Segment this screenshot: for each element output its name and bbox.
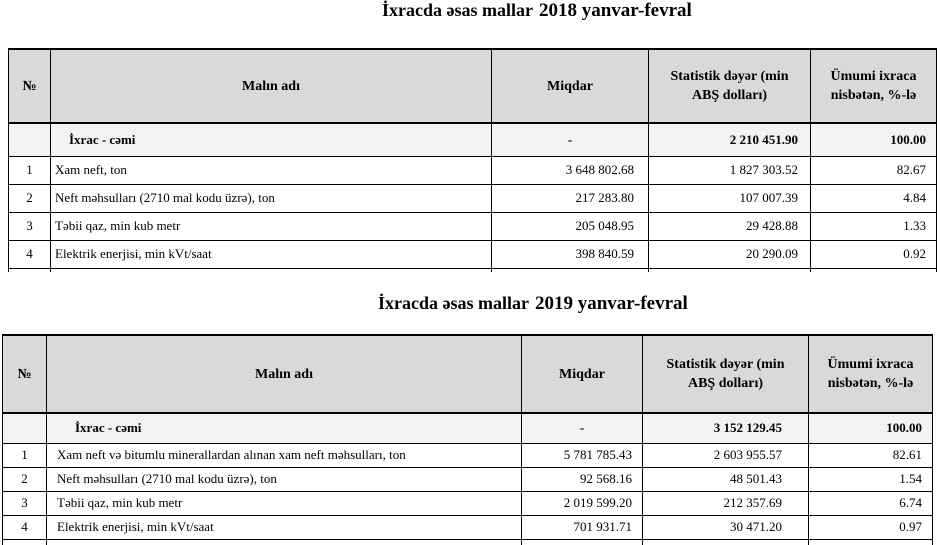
row-name: Neft məhsulları (2710 mal kodu üzrə), ton	[51, 184, 492, 212]
total-qty: -	[492, 123, 649, 156]
table-row	[3, 467, 933, 491]
total-value: 3 152 129.45	[643, 413, 809, 443]
header-no: №	[3, 335, 47, 413]
table-row	[3, 491, 933, 515]
table-title-2019	[378, 293, 688, 315]
row-qty: 205 048.95	[492, 212, 649, 240]
header-row	[9, 49, 937, 123]
table-row	[9, 184, 937, 212]
row-share: 82.67	[811, 156, 937, 184]
row-no: 2	[3, 467, 47, 491]
row-name: Təbii qaz, min kub metr	[51, 212, 492, 240]
table-cut-row	[9, 268, 937, 272]
header-no: №	[9, 49, 51, 123]
row-qty: 398 840.59	[492, 240, 649, 268]
header-name: Malın adı	[47, 335, 522, 413]
table-row	[9, 240, 937, 268]
row-share: 0.97	[809, 515, 933, 539]
row-share: 82.61	[809, 443, 933, 467]
row-value: 1 827 303.52	[649, 156, 811, 184]
row-value: 48 501.43	[643, 467, 809, 491]
row-share: 1.33	[811, 212, 937, 240]
row-no: 1	[9, 156, 51, 184]
total-share: 100.00	[811, 123, 937, 156]
exports-table-2019	[2, 334, 933, 545]
total-share: 100.00	[809, 413, 933, 443]
row-share: 0.92	[811, 240, 937, 268]
table-row	[9, 156, 937, 184]
row-no: 1	[3, 443, 47, 467]
header-share: Ümumi ixraca nisbətən, %-lə	[809, 335, 933, 413]
total-qty: -	[522, 413, 643, 443]
header-name: Malın adı	[51, 49, 492, 123]
header-qty: Miqdar	[492, 49, 649, 123]
row-value: 107 007.39	[649, 184, 811, 212]
table-row	[9, 212, 937, 240]
row-name: Təbii qaz, min kub metr	[47, 491, 522, 515]
table-title-2018	[382, 0, 692, 22]
title-text: İxracda əsas mallar	[378, 293, 529, 313]
row-name: Elektrik enerjisi, min kVt/saat	[47, 515, 522, 539]
row-no: 4	[9, 240, 51, 268]
header-qty: Miqdar	[522, 335, 643, 413]
row-qty: 217 283.80	[492, 184, 649, 212]
row-value: 30 471.20	[643, 515, 809, 539]
title-period: 2019 yanvar-fevral	[534, 293, 688, 314]
row-value: 20 290.09	[649, 240, 811, 268]
row-value: 29 428.88	[649, 212, 811, 240]
total-label: İxrac - cəmi	[51, 123, 492, 156]
row-qty: 92 568.16	[522, 467, 643, 491]
row-share: 6.74	[809, 491, 933, 515]
table-cut-row	[3, 539, 933, 545]
row-qty: 701 931.71	[522, 515, 643, 539]
header-row	[3, 335, 933, 413]
total-no	[9, 123, 51, 156]
title-text: İxracda əsas mallar	[382, 0, 533, 20]
row-name: Xam neft, ton	[51, 156, 492, 184]
table-row	[3, 515, 933, 539]
total-label: İxrac - cəmi	[47, 413, 522, 443]
row-name: Xam neft və bitumlu minerallardan alınan xam neft məhsulları, ton	[47, 443, 522, 467]
header-share: Ümumi ixraca nisbətən, %-lə	[811, 49, 937, 123]
row-share: 4.84	[811, 184, 937, 212]
row-no: 3	[3, 491, 47, 515]
exports-table-2018	[8, 48, 937, 272]
row-qty: 3 648 802.68	[492, 156, 649, 184]
row-share: 1.54	[809, 467, 933, 491]
row-no: 4	[3, 515, 47, 539]
row-qty: 2 019 599.20	[522, 491, 643, 515]
row-value: 2 603 955.57	[643, 443, 809, 467]
row-no: 2	[9, 184, 51, 212]
row-no: 3	[9, 212, 51, 240]
row-name: Elektrik enerjisi, min kVt/saat	[51, 240, 492, 268]
row-name: Neft məhsulları (2710 mal kodu üzrə), ton	[47, 467, 522, 491]
header-value: Statistik dəyər (min ABŞ dolları)	[649, 49, 811, 123]
total-value: 2 210 451.90	[649, 123, 811, 156]
table-row	[3, 443, 933, 467]
row-qty: 5 781 785.43	[522, 443, 643, 467]
header-value: Statistik dəyər (min ABŞ dolları)	[643, 335, 809, 413]
total-no	[3, 413, 47, 443]
total-row	[9, 123, 937, 156]
row-value: 212 357.69	[643, 491, 809, 515]
title-period: 2018 yanvar-fevral	[538, 0, 692, 21]
total-row	[3, 413, 933, 443]
